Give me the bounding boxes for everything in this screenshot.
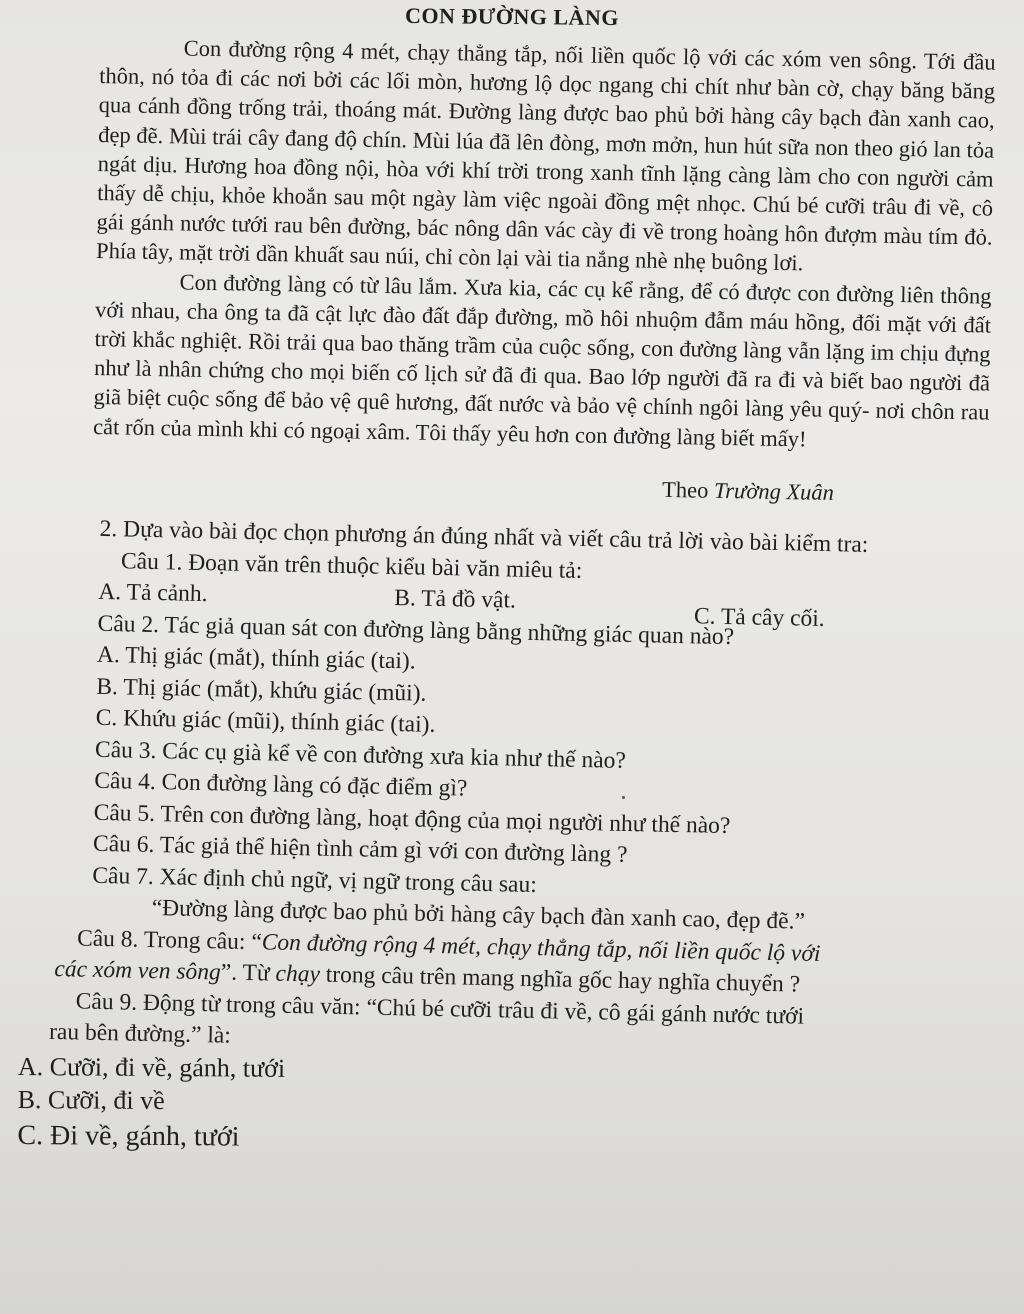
question-9-options	[17, 1050, 984, 1163]
byline-prefix: Theo	[661, 476, 709, 503]
reading-passage	[93, 32, 996, 456]
passage-paragraph-2: Con đường làng có từ lâu lắm. Xưa kia, các cụ kể rằng, để có được con đường liên thông với nhau, cha ông ta đã cật lực đào đất đắp đường, mồ hôi nhuộm đẫm máu hồng, đối mặt với đất trời khắc nghiệt. Rồi trải qua bao thăng trầm của cuộc sống, con đường làng vẫn lặng im chịu đựng như là nhân chứng cho mọi biến cố lịch sử đã đi qua. Bao lớp người đã ra đi và biết bao người đã giã biệt cuộc sống để bảo vệ quê hương, đất nước và bảo vệ chính ngôi làng yêu quý- nơi chôn rau cắt rốn của mình khi có ngoại xâm. Tôi thấy yêu hơn con đường làng biết mấy!	[92, 269, 992, 452]
question-1-option-a: A. Tả cảnh.	[98, 578, 208, 607]
question-9-line-1: Câu 9. Động từ trong câu văn: “Chú bé cưỡi trâu đi về, cô gái gánh nước tưới	[75, 987, 805, 1030]
question-9-option-a: A. Cưỡi, đi về, gánh, tưới	[17, 1052, 286, 1084]
instruction-text: 2. Dựa vào bài đọc chọn phương án đúng nhất và viết câu trả lời vào bài kiểm tra:	[99, 515, 869, 558]
question-9-line-2: rau bên đường.” là:	[48, 1018, 232, 1049]
byline-author: Trường Xuân	[713, 477, 835, 505]
question-4: Câu 4. Con đường làng có đặc điểm gì?	[94, 767, 468, 802]
question-1: Câu 1. Đoạn văn trên thuộc kiểu bài văn miêu tả:	[120, 547, 583, 584]
question-8-mid: ”. Từ	[220, 959, 276, 987]
question-6: Câu 6. Tác giả thể hiện tình cảm gì với con đường làng ?	[92, 830, 628, 868]
question-7-quote: “Đường làng được bao phủ bởi hàng cây bạch đàn xanh cao, đẹp đẽ.”	[151, 894, 806, 935]
question-1-option-b: B. Tả đồ vật.	[394, 584, 517, 614]
question-3: Câu 3. Các cụ già kể về con đường xưa kia như thế nào?	[94, 736, 627, 774]
question-9-option-c: C. Đi về, gánh, tưới	[17, 1120, 240, 1153]
question-7: Câu 7. Xác định chủ ngữ, vị ngữ trong câu sau:	[92, 862, 538, 898]
question-1-option-c: C. Tả cây cối.	[693, 603, 825, 632]
question-2-option-a: A. Thị giác (mắt), thính giác (tai).	[96, 641, 416, 675]
byline	[40, 466, 834, 506]
ink-speck	[622, 796, 625, 799]
document-title: CON ĐƯỜNG LÀNG	[404, 2, 620, 31]
question-8-start: Câu 8. Trong câu: “	[76, 924, 263, 955]
question-8-quote-part-1: Con đường rộng 4 mét, chạy thẳng tắp, nối liền quốc lộ với	[261, 928, 821, 967]
question-5: Câu 5. Trên con đường làng, hoạt động của mọi người như thế nào?	[93, 799, 731, 839]
question-9-option-b: B. Cưỡi, đi về	[17, 1085, 165, 1116]
question-8-word: chạy	[275, 960, 321, 988]
question-8-quote-part-2: các xóm ven sông	[54, 955, 222, 986]
question-2: Câu 2. Tác giả quan sát con đường làng bằng những giác quan nào?	[97, 610, 735, 650]
question-2-option-b: B. Thị giác (mắt), khứu giác (mũi).	[96, 673, 427, 707]
question-2-option-c: C. Khứu giác (mũi), thính giác (tai).	[95, 704, 436, 738]
question-8-end: trong câu trên mang nghĩa gốc hay nghĩa chuyển ?	[319, 961, 801, 998]
passage-paragraph-1: Con đường rộng 4 mét, chạy thẳng tắp, nối liền quốc lộ với các xóm ven sông. Tới đầu thôn, nó tỏa đi các nơi bởi các lối mòn, hương lộ dọc ngang chi chít như bàn cờ, chạy băng băng qua cánh đồng trống trải, thoáng mát. Đường làng được bao phủ bởi hàng cây bạch đàn xanh cao, đẹp đẽ. Mùi trái cây đang độ chín. Mùi lúa đã lên đòng, mơn mởn, hun hút sữa non theo gió lan tỏa ngát dịu. Hương hoa đồng nội, hòa với khí trời trong xanh tĩnh lặng càng làm cho con người cảm thấy dễ chịu, khỏe khoắn sau một ngày làm việc ngoài đồng mệt nhọc. Chú bé cưỡi trâu đi về, cô gái gánh nước tưới rau bên đường, bác nông dân vác cày đi về trong hoàng hôn đượm màu tím đỏ. Phía tây, mặt trời dần khuất sau núi, chỉ còn lại vài tia nắng nhè nhẹ buông lơi.	[95, 35, 996, 276]
question-section	[49, 513, 984, 1068]
